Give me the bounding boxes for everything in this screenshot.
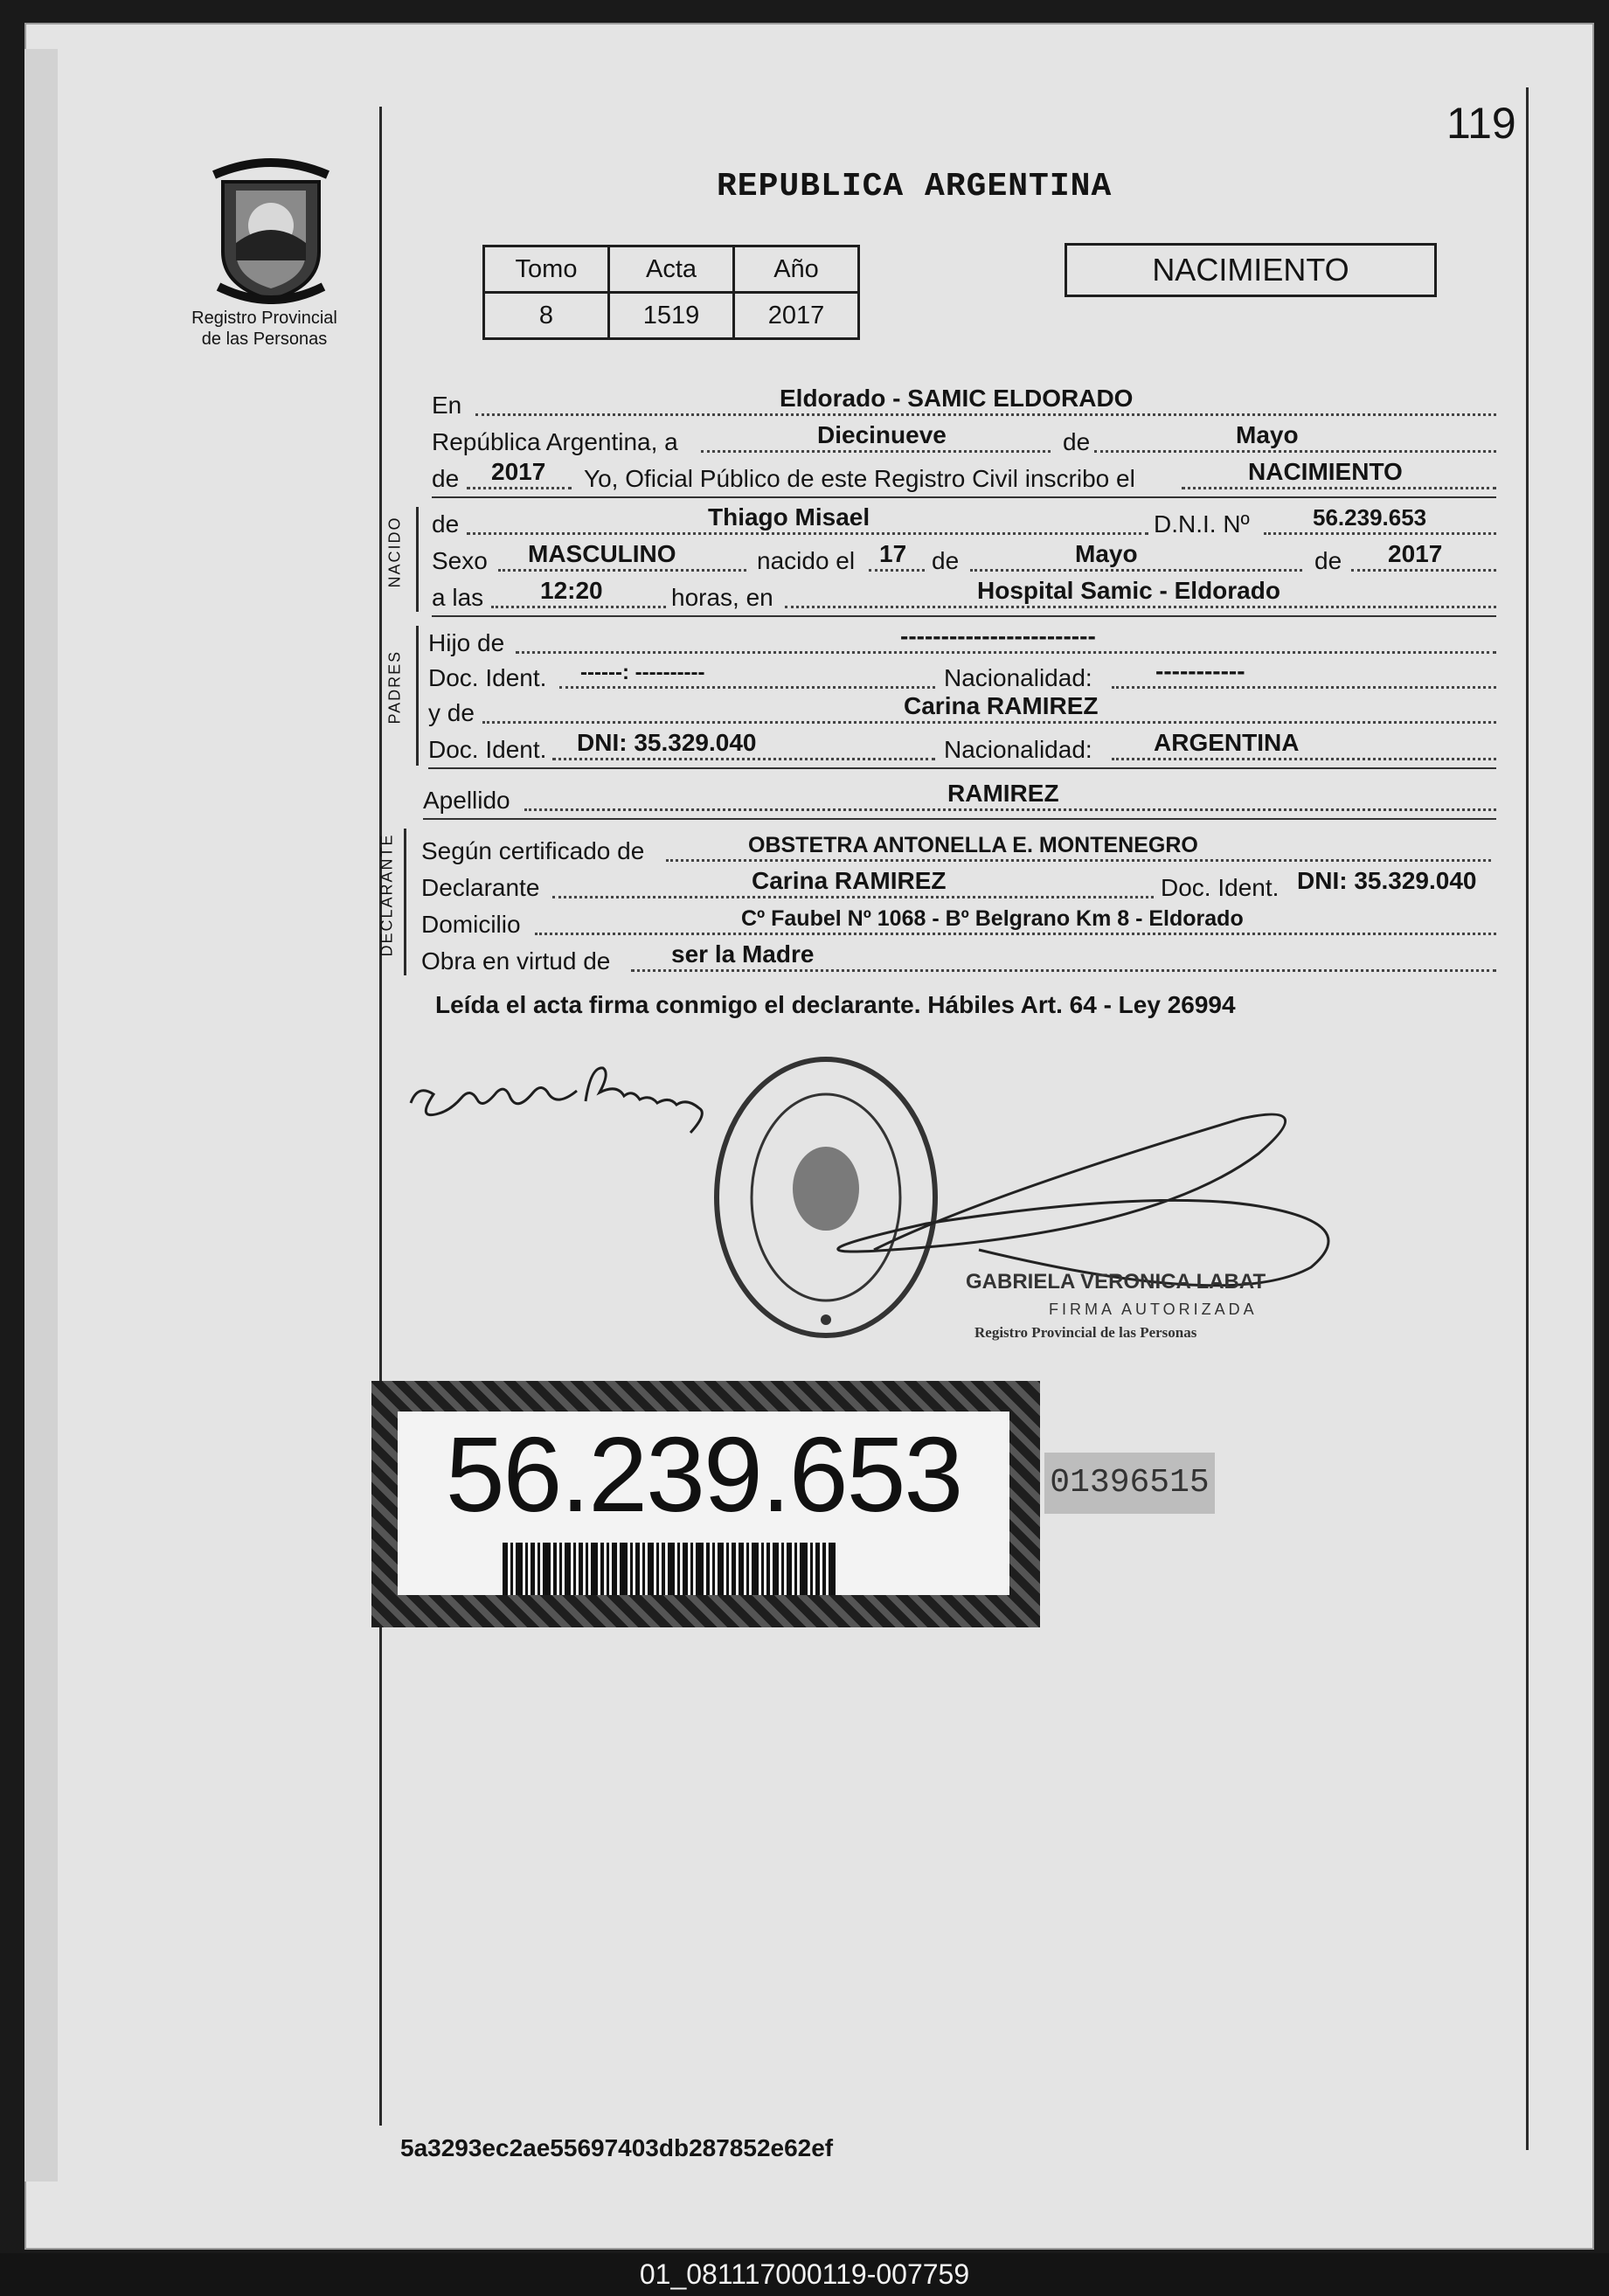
section-divider — [432, 496, 1496, 498]
official-signature-icon — [838, 1114, 1328, 1286]
birth-year-value: 2017 — [1388, 540, 1443, 567]
inscribe-dots — [1182, 487, 1496, 489]
declarante-side-label: DECLARANTE — [378, 833, 396, 957]
sexo-dots — [498, 569, 746, 572]
birth-month-value: Mayo — [1075, 540, 1138, 567]
row-sexo — [0, 540, 1609, 579]
republica-label: República Argentina, a — [432, 428, 678, 455]
anio-value: 2017 — [734, 293, 859, 339]
row-certificado — [0, 834, 1609, 869]
alas-label: a las — [432, 584, 484, 611]
doc2-dots — [552, 758, 935, 760]
declarante-label: Declarante — [421, 874, 540, 901]
nacido-side-label: NACIDO — [385, 516, 404, 588]
province-emblem-icon — [197, 156, 345, 304]
row-declarante — [0, 867, 1609, 905]
barcode-label — [371, 1381, 1040, 1627]
apellido-value: RAMIREZ — [947, 780, 1059, 807]
anio-header: Año — [734, 246, 859, 293]
page-number: 119 — [1446, 99, 1516, 148]
document-title: REPUBLICA ARGENTINA — [717, 168, 1113, 205]
birth-de-label: de — [932, 547, 960, 574]
dni-value: 56.239.653 — [1313, 504, 1427, 531]
birth-de-label-2: de — [1314, 547, 1342, 574]
declarant-signature-icon — [411, 1087, 577, 1114]
month-dots — [1094, 450, 1496, 453]
child-name-value: Thiago Misael — [708, 503, 870, 531]
row-nacido-name — [0, 503, 1609, 542]
day-value: Diecinueve — [817, 421, 947, 448]
domicilio-label: Domicilio — [421, 911, 521, 938]
official-stamp-icon — [717, 1059, 935, 1335]
birth-day-value: 17 — [879, 540, 907, 567]
yo-label: Yo, Oficial Público de este Registro Civil inscribo el — [584, 465, 1135, 492]
de-label: de — [1063, 428, 1091, 455]
signature-area — [385, 1031, 1460, 1363]
logo-caption-line1: Registro Provincial — [191, 309, 337, 328]
en-label: En — [432, 392, 462, 419]
footer-filename: 01_081117000119-007759 — [0, 2253, 1609, 2296]
time-dots — [491, 606, 666, 608]
section-divider — [428, 767, 1496, 769]
row-obra — [0, 940, 1609, 979]
inscribe-value: NACIMIENTO — [1248, 458, 1403, 485]
section-divider — [423, 818, 1496, 820]
father-value: ------------------------ — [900, 622, 1096, 649]
row-hora — [0, 577, 1609, 615]
official-role: FIRMA AUTORIZADA — [1049, 1301, 1258, 1318]
birth-month-dots — [970, 569, 1302, 572]
decl-dots — [552, 896, 1154, 898]
registry-table — [482, 245, 860, 340]
serial-number: 01396515 — [1044, 1453, 1215, 1514]
dni-label: D.N.I. Nº — [1154, 510, 1250, 538]
mother-value: Carina RAMIREZ — [904, 692, 1099, 719]
nacionalidad-label-2: Nacionalidad: — [944, 736, 1092, 763]
barcode-inner — [398, 1412, 1009, 1595]
cert-value: OBSTETRA ANTONELLA E. MONTENEGRO — [748, 833, 1198, 857]
row-apellido — [0, 780, 1609, 818]
apellido-label: Apellido — [423, 787, 510, 814]
decl-doc-label: Doc. Ident. — [1161, 874, 1280, 901]
place-dots — [785, 606, 1496, 608]
row-republica — [0, 421, 1609, 460]
y-de-label: y de — [428, 699, 475, 726]
decl-doc-value: DNI: 35.329.040 — [1297, 867, 1477, 894]
father-dots — [516, 651, 1496, 654]
official-name: GABRIELA VERONICA LABAT — [966, 1270, 1266, 1294]
en-dots — [475, 413, 1496, 416]
row-doc-mother — [0, 729, 1609, 767]
row-y-de — [0, 692, 1609, 731]
section-divider — [432, 615, 1496, 617]
binding-strip — [24, 49, 58, 2182]
de-year-label: de — [432, 465, 460, 492]
doc-ident-label: Doc. Ident. — [428, 664, 547, 691]
row-en — [0, 385, 1609, 423]
padres-side-label: PADRES — [385, 649, 404, 725]
acta-header: Acta — [609, 246, 734, 293]
nacido-de-label: de — [432, 510, 460, 538]
name-dots — [467, 532, 1148, 535]
nac1-dots — [1112, 686, 1496, 689]
row-de-year — [0, 458, 1609, 496]
day-dots — [701, 450, 1051, 453]
row-domicilio — [0, 907, 1609, 942]
decl-value: Carina RAMIREZ — [752, 867, 947, 894]
month-value: Mayo — [1236, 421, 1299, 448]
obra-label: Obra en virtud de — [421, 947, 611, 975]
acta-value: 1519 — [609, 293, 734, 339]
doc-ident-label-2: Doc. Ident. — [428, 736, 547, 763]
barcode-bars-icon — [503, 1543, 905, 1595]
obra-dots — [631, 969, 1496, 972]
year-dots — [467, 487, 572, 489]
doc1-value: ------: ---------- — [580, 661, 705, 684]
document-hash: 5a3293ec2ae55697403db287852e62ef — [400, 2134, 834, 2161]
horas-label: horas, en — [671, 584, 773, 611]
barcode-number: 56.239.653 — [445, 1415, 962, 1534]
certificado-label: Según certificado de — [421, 837, 645, 864]
tomo-value: 8 — [484, 293, 609, 339]
year-value: 2017 — [491, 458, 546, 485]
sexo-label: Sexo — [432, 547, 488, 574]
nac2-dots — [1112, 758, 1496, 760]
row-hijo-de — [0, 622, 1609, 661]
birth-day-dots — [869, 569, 925, 572]
dom-dots — [535, 933, 1496, 935]
dom-value: Cº Faubel Nº 1068 - Bº Belgrano Km 8 - Eldorado — [741, 906, 1244, 931]
nacionalidad-label: Nacionalidad: — [944, 664, 1092, 691]
act-type-box: NACIMIENTO — [1065, 243, 1437, 297]
birth-year-dots — [1351, 569, 1496, 572]
place-value: Hospital Samic - Eldorado — [977, 577, 1280, 604]
hijo-de-label: Hijo de — [428, 629, 505, 656]
time-value: 12:20 — [540, 577, 603, 604]
sexo-value: MASCULINO — [528, 540, 676, 567]
logo-caption-line2: de las Personas — [201, 329, 328, 349]
nacido-el-label: nacido el — [757, 547, 856, 574]
apellido-dots — [524, 808, 1496, 811]
official-office: Registro Provincial de las Personas — [974, 1324, 1197, 1341]
obra-value: ser la Madre — [671, 940, 815, 968]
doc1-dots — [559, 686, 935, 689]
registry-logo-caption — [175, 308, 354, 350]
cert-dots — [666, 859, 1491, 862]
tomo-header: Tomo — [484, 246, 609, 293]
mother-dots — [482, 721, 1496, 724]
nac1-value: ----------- — [1155, 657, 1245, 684]
dni-dots — [1264, 532, 1496, 535]
closing-text: Leída el acta firma conmigo el declarante. Hábiles Art. 64 - Ley 26994 — [435, 991, 1236, 1018]
en-value: Eldorado - SAMIC ELDORADO — [780, 385, 1134, 412]
doc2-value: DNI: 35.329.040 — [577, 729, 757, 756]
nac2-value: ARGENTINA — [1154, 729, 1300, 756]
